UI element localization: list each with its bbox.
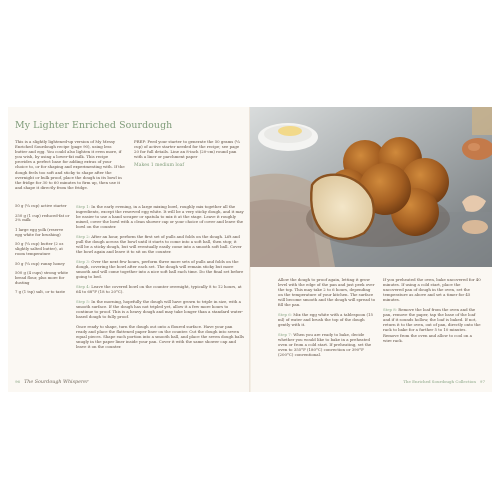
step-label: Step 4: — [76, 284, 91, 289]
step-label: Step 6: — [278, 312, 293, 318]
method-step — [76, 234, 244, 254]
method-step — [76, 259, 244, 279]
right-footer — [403, 379, 485, 384]
intro-paragraph: This is a slightly lightened-up version of My Messy Enriched Sourdough recipe (page 90), using less butter and egg. You could also lighten it even more, if you wish, by using a lower-fat milk. This recipe provides a perfect base for adding extras of your choice to, or for shaping and experimenting with. If the dough feels too soft and sticky to shape after the overnight or bulk proof, place the dough in its bowl in the fridge for 30 to 60 minutes to firm up, then use it and shape it directly from the fridge. — [15, 139, 125, 190]
bread-photo — [250, 107, 492, 267]
step-label: Step 5: — [76, 298, 91, 304]
method-steps-right-b — [383, 277, 481, 347]
step-text: If you preheated the oven, bake uncovered for 40 minutes. If using a cold start, place the uncovered pan of dough in the oven, set the temperature as above and set a timer for 45 minutes. — [383, 277, 481, 303]
method-step — [76, 299, 244, 319]
page-number-left: 96 — [15, 379, 21, 384]
chapter-title: The Enriched Sourdough Collection — [403, 379, 476, 384]
step-text: In the morning, hopefully the dough will have grown to triple in size, with a smooth surface. If the dough has not tripled yet, allow it a few more hours to continue to proof. This is a heavy dough and may take longer than a standard water-based dough to fully proof. — [76, 298, 244, 320]
ingredient-item: 500 g (4 cups) strong white bread flour, plus more for dusting — [15, 270, 69, 285]
left-page — [8, 107, 250, 392]
step-text: In the early evening, in a large mixing bowl, roughly mix together all the ingredients, except the reserved egg white. It will be a very sticky dough, and it may be easier to use a hand scraper or spatula to mix it at the stage. Leave it roughly mixed, cover the bowl with a clean shower cap or your choice of cover and leave the bowl on the counter. — [76, 204, 244, 230]
step-text: Leave the covered bowl on the counter overnight, typically 8 to 12 hours, at 64 to 68°F (18 to 20°C). — [76, 284, 242, 295]
method-step — [278, 277, 376, 308]
step-label: Step 1: — [76, 204, 91, 209]
method-step — [278, 332, 376, 357]
ingredient-item: 50 g (¼ cup) butter (2 oz slightly salted butter), at room temperature — [15, 241, 64, 257]
book-title: The Sourdough Whisperer — [24, 380, 89, 385]
step-text: Over the next few hours, perform three more sets of pulls and folds on the dough, covering the bowl after each set. The dough will remain sticky but more smooth and will come together into a nice soft ball each time. Do the final set before going to bed. — [76, 259, 244, 280]
recipe-title: My Lighter Enriched Sourdough — [15, 120, 173, 131]
step-label: Step 2: — [76, 234, 91, 240]
step-text: After an hour, perform the first set of pulls and folds on the dough. Lift and pull the dough across the bowl until it starts to come into a soft ball, then stop; it will be a sticky dough, but will eventually easily come into a smooth soft ball. Cover the bowl again and leave it to sit on the counter. — [76, 234, 242, 255]
method-step — [278, 312, 376, 327]
method-step — [383, 277, 481, 302]
method-step — [383, 307, 481, 343]
ingredient-item: 1 large egg yolk (reserve egg white for brushing) — [15, 226, 64, 237]
step-text: Once ready to shape, turn the dough out onto a floured surface. Have your pan ready and place the flattened paper liner on the counter. Cut the dough into seven equal pieces. Shape each portion into a smooth ball, and place the seven dough balls snugly in the paper liner inside your pan. Cover it with the same shower cap and leave it on the counter. — [76, 323, 244, 350]
step-label: Step 3: — [76, 259, 91, 265]
ingredient-item: 50 g (¼ cup) active starter — [15, 203, 67, 208]
prep-paragraph: PREP: Feed your starter to generate the 50 grams (¼ cup) of active starter needed for the recipe; see page 20 for full details. Line an 8-inch (20-cm) round pan with a liner or parchment paper — [134, 139, 240, 160]
ingredient-item: 7 g (1 tsp) salt, or to taste — [15, 289, 66, 295]
step-text: Mix the egg white with a tablespoon (15 ml) of water and brush the top of the dough gently with it. — [278, 312, 374, 328]
left-footer — [15, 379, 88, 385]
method-step — [76, 204, 244, 229]
page-number-right: 97 — [479, 379, 485, 384]
yield-note: Makes 1 medium loaf — [134, 163, 185, 168]
method-steps-left — [76, 204, 244, 354]
method-steps-right-a — [278, 277, 376, 362]
method-step — [76, 284, 244, 294]
step-label: Step 7: — [278, 332, 293, 338]
ingredient-item: 50 g (¼ cup) runny honey — [15, 260, 65, 266]
step-label: Step 8: — [383, 307, 398, 313]
ingredient-list — [15, 204, 71, 300]
method-step — [76, 324, 244, 349]
ingredient-item: 250 g (1 cup) reduced-fat or 2% milk — [15, 212, 70, 223]
right-page — [250, 107, 492, 392]
book-spread — [8, 107, 492, 392]
step-text: Remove the loaf from the oven and the pan, remove the paper, tap the base of the loaf and if it sounds hollow, the loaf is baked. If not, return it to the oven, out of pan, directly onto the rack to bake for a further 5 to 10 minutes. Remove from the oven and allow to cool on a wire rack. — [383, 307, 481, 343]
step-text: When you are ready to bake, decide whether you would like to bake in a preheated oven or from a cold start. If preheating, set the oven to 355°F (180°C) convection or 390°F (200°C) conventional. — [278, 332, 372, 358]
step-text: Allow the dough to proof again, letting it grow level with the edge of the pan and just peek over the top. This may take 2 to 6 hours, depending on the temperature of your kitchen. The surface will become smooth and the dough will spread to fill the pan. — [278, 277, 376, 308]
